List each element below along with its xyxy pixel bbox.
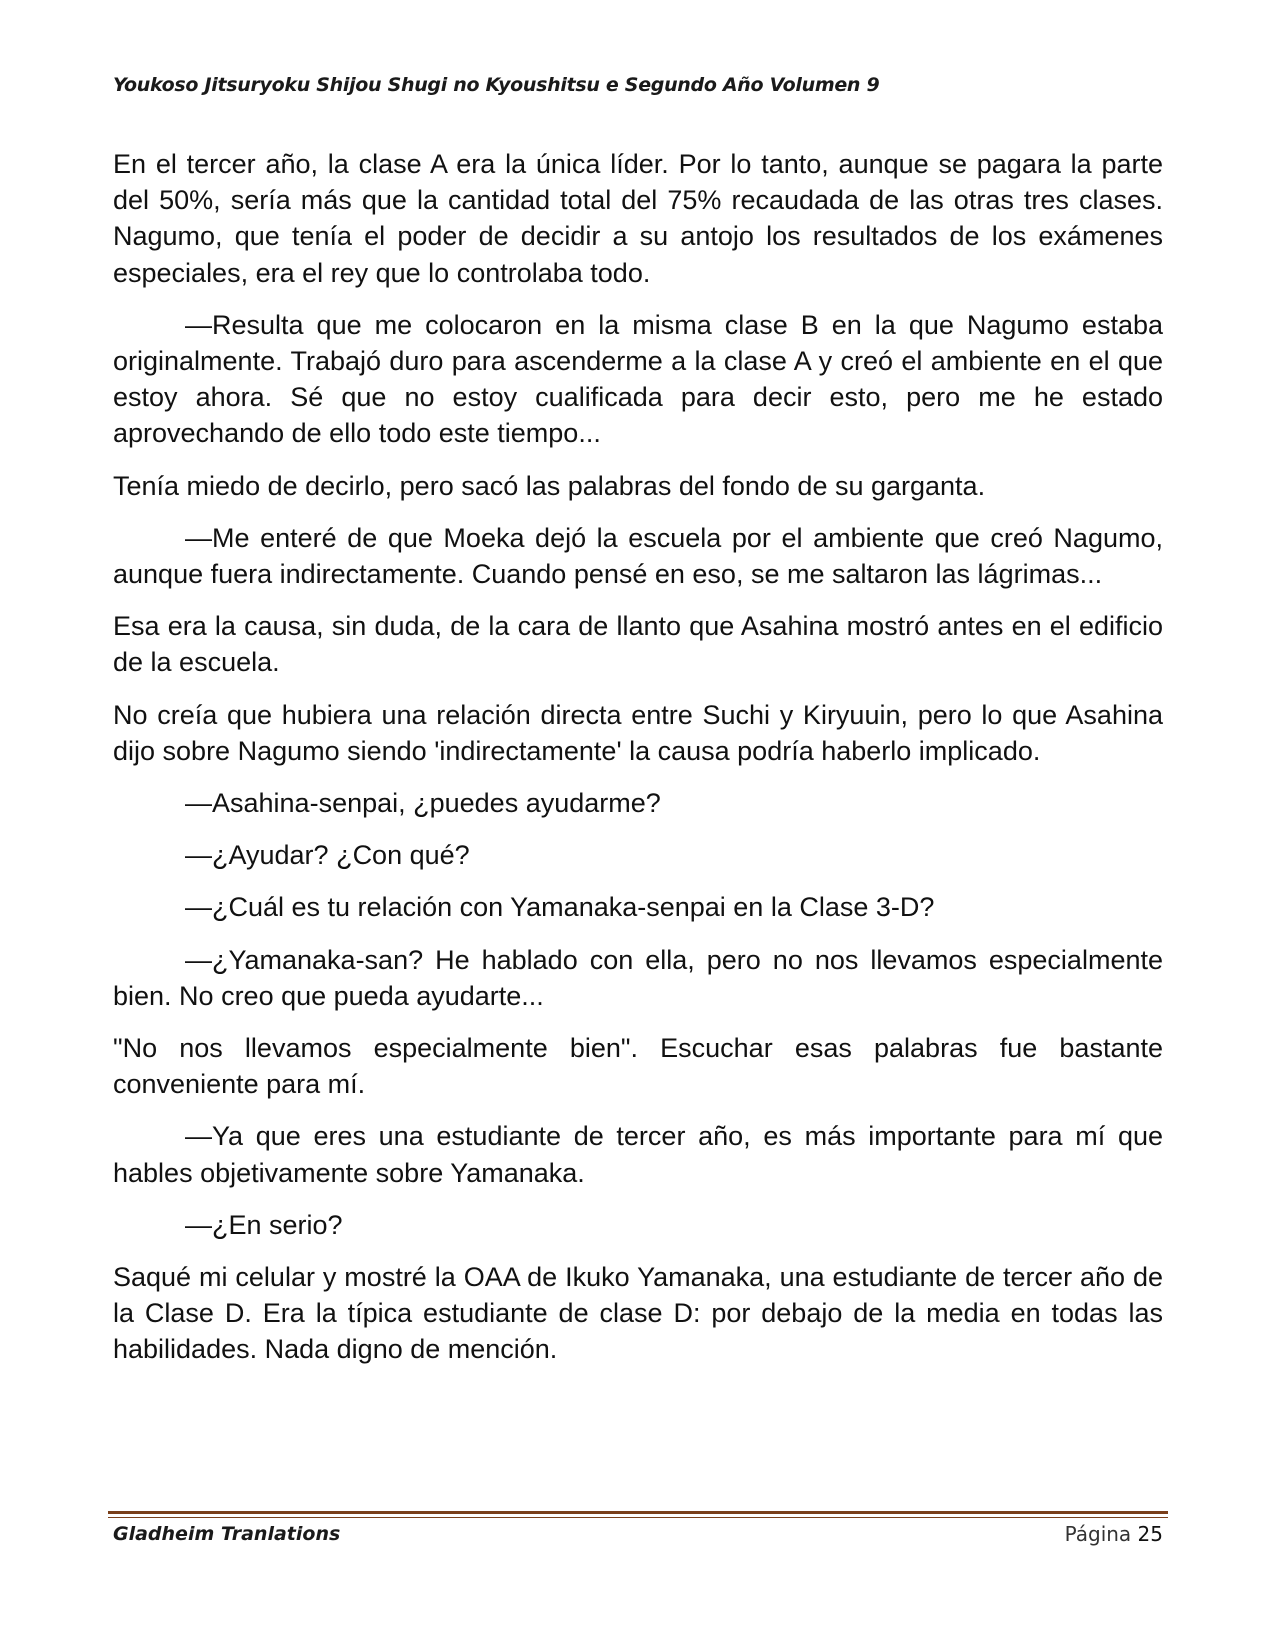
dialogue-paragraph: —Me enteré de que Moeka dejó la escuela por el ambiente que creó Nagumo, aunque fuera indirectamente. Cuando pensé en eso, se me saltaron las lágrimas... (113, 522, 1163, 590)
paragraph: Esa era la causa, sin duda, de la cara de llanto que Asahina mostró antes en el edificio de la escuela. (113, 611, 1163, 678)
paragraph: En el tercer año, la clase A era la única líder. Por lo tanto, aunque se pagara la parte del 50%, sería más que la cantidad total del 75% recaudada de las otras tres clases. Nagumo, que tenía el poder de decidir a su antojo los resultados de los exámenes especiales, era el rey que lo controlaba todo. (113, 149, 1163, 288)
page-header-title: Youkoso Jitsuryoku Shijou Shugi no Kyoushitsu e Segundo Año Volumen 9 (113, 74, 880, 96)
footer-divider-thin (108, 1517, 1168, 1518)
dialogue-paragraph: —Asahina-senpai, ¿puedes ayudarme? (185, 788, 661, 819)
dialogue-paragraph: —¿Yamanaka-san? He hablado con ella, pero no nos llevamos especialmente bien. No creo que pueda ayudarte... (113, 944, 1163, 1011)
dialogue-paragraph: —Ya que eres una estudiante de tercer año, es más importante para mí que hables objetivamente sobre Yamanaka. (113, 1121, 1163, 1188)
paragraph: Tenía miedo de decirlo, pero sacó las palabras del fondo de su garganta. (113, 470, 986, 501)
dialogue-paragraph: —Resulta que me colocaron en la misma clase B en la que Nagumo estaba originalmente. Trabajó duro para ascenderme a la clase A y creó el ambiente en el que estoy ahora. Sé que no estoy cualificada para decir esto, pero me he estado aprovechando de ello todo este tiempo... (113, 309, 1163, 449)
page-number: 25 (1137, 1522, 1163, 1546)
paragraph: No creía que hubiera una relación directa entre Suchi y Kiryuuin, pero lo que Asahina dijo sobre Nagumo siendo 'indirectamente' la causa podría haberlo implicado. (113, 699, 1163, 766)
footer-divider (108, 1511, 1168, 1514)
page-label: Página (1064, 1522, 1132, 1546)
paragraph: Saqué mi celular y mostré la OAA de Ikuko Yamanaka, una estudiante de tercer año de la Clase D. Era la típica estudiante de clase D: por debajo de la media en todas las habilidades. Nada digno de mención. (113, 1262, 1163, 1365)
paragraph: "No nos llevamos especialmente bien". Escuchar esas palabras fue bastante conveniente para mí. (113, 1033, 1163, 1100)
body-text (113, 146, 1163, 1384)
page-number-label (1065, 1522, 1163, 1546)
dialogue-paragraph: —¿En serio? (185, 1209, 343, 1240)
footer-credit: Gladheim Tranlations (113, 1523, 341, 1545)
dialogue-paragraph: —¿Cuál es tu relación con Yamanaka-senpai en la Clase 3-D? (185, 892, 935, 923)
dialogue-paragraph: —¿Ayudar? ¿Con qué? (185, 840, 470, 871)
